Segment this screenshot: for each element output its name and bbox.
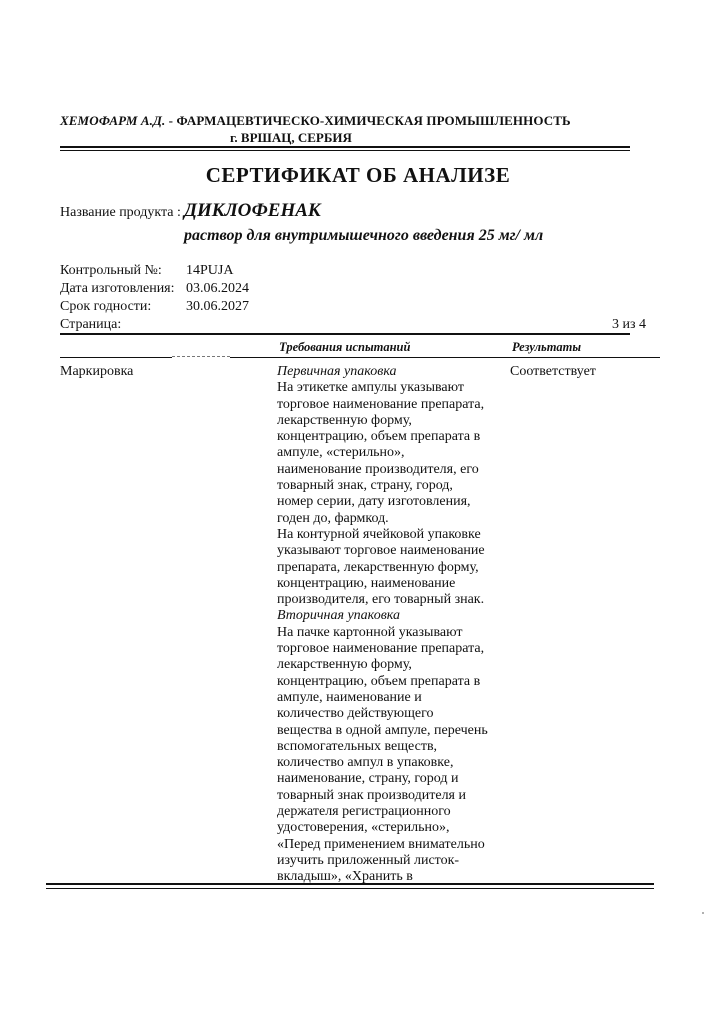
header-underline-dashed	[172, 356, 230, 357]
column-header-requirements: Требования испытаний	[279, 340, 411, 354]
control-number-label: Контрольный №:	[60, 263, 162, 278]
page-label: Страница:	[60, 317, 122, 332]
requirement-line: вещества в одной ампуле, перечень	[277, 722, 488, 738]
requirement-line: концентрацию, объем препарата в	[277, 429, 481, 445]
header-rule-bottom	[60, 150, 630, 151]
product-label: Название продукта :	[60, 205, 181, 220]
requirement-line: препарата, лекарственную форму,	[277, 559, 479, 575]
expiry-date-label: Срок годности:	[60, 299, 152, 314]
manufacture-date-value: 03.06.2024	[186, 281, 249, 296]
header-underline-left	[60, 357, 172, 358]
requirement-line: На контурной ячейковой упаковке	[277, 526, 481, 542]
requirement-line: производителя, его товарный знак.	[277, 592, 485, 608]
requirement-line: лекарственную форму,	[277, 657, 412, 673]
requirement-line: «Перед применением внимательно	[277, 836, 485, 852]
requirement-line: указывают торговое наименование	[277, 543, 485, 559]
requirement-line: изучить приложенный листок-	[277, 852, 460, 868]
scan-speck	[702, 912, 704, 914]
result-value: Соответствует	[510, 364, 596, 379]
requirement-line: вкладыш», «Хранить в	[277, 869, 413, 885]
requirement-line: номер серии, дату изготовления,	[277, 494, 471, 510]
requirement-line: количество действующего	[277, 706, 434, 722]
requirement-line: ампуле, «стерильно»,	[277, 445, 405, 461]
expiry-date-value: 30.06.2027	[186, 299, 249, 314]
requirement-line: наименование производителя, его	[277, 461, 479, 477]
product-name: ДИКЛОФЕНАК	[184, 200, 321, 221]
requirement-line: торговое наименование препарата,	[277, 641, 485, 657]
requirement-line: концентрацию, наименование	[277, 575, 456, 591]
column-header-results: Результаты	[512, 340, 582, 354]
header-underline-right	[230, 357, 660, 358]
document-title: СЕРТИФИКАТ ОБ АНАЛИЗЕ	[205, 163, 511, 187]
requirement-line: ампуле, наименование и	[277, 689, 422, 705]
header-rule-top	[60, 146, 630, 148]
requirement-line: товарный знак производителя и	[277, 787, 466, 803]
table-bottom-rule	[46, 883, 654, 889]
company-city: г. ВРШАЦ, СЕРБИЯ	[230, 130, 352, 145]
section-heading-primary: Первичная упаковка	[277, 364, 397, 379]
manufacture-date-label: Дата изготовления:	[60, 281, 175, 296]
table-top-rule	[60, 333, 630, 335]
requirement-line: На пачке картонной указывают	[277, 624, 463, 640]
requirement-line: лекарственную форму,	[277, 412, 412, 428]
requirement-line: концентрацию, объем препарата в	[277, 673, 481, 689]
requirement-line: количество ампул в упаковке,	[277, 755, 454, 771]
requirement-line: На этикетке ампулы указывают	[277, 380, 465, 396]
company-header	[60, 113, 571, 129]
requirement-line: торговое наименование препарата,	[277, 396, 485, 412]
product-form: раствор для внутримышечного введения 25 мг/ мл	[184, 227, 544, 244]
parameter-name: Маркировка	[60, 364, 134, 379]
company-description: - ФАРМАЦЕВТИЧЕСКО-ХИМИЧЕСКАЯ ПРОМЫШЛЕННОСТЬ	[165, 113, 571, 128]
page-number: 3 из 4	[612, 317, 647, 332]
requirements-text	[277, 364, 507, 886]
requirement-line: держателя регистрационного	[277, 804, 451, 820]
requirement-line: товарный знак, страну, город,	[277, 478, 453, 494]
requirement-line: удостоверения, «стерильно»,	[277, 820, 450, 836]
company-name: ХЕМОФАРМ А.Д.	[60, 113, 166, 128]
control-number-value: 14PUJA	[186, 263, 234, 278]
requirement-line: наименование, страну, город и	[277, 771, 459, 787]
requirement-line: годен до, фармкод.	[277, 510, 389, 526]
section-heading-secondary: Вторичная упаковка	[277, 608, 400, 624]
requirement-line: вспомогательных веществ,	[277, 738, 438, 754]
